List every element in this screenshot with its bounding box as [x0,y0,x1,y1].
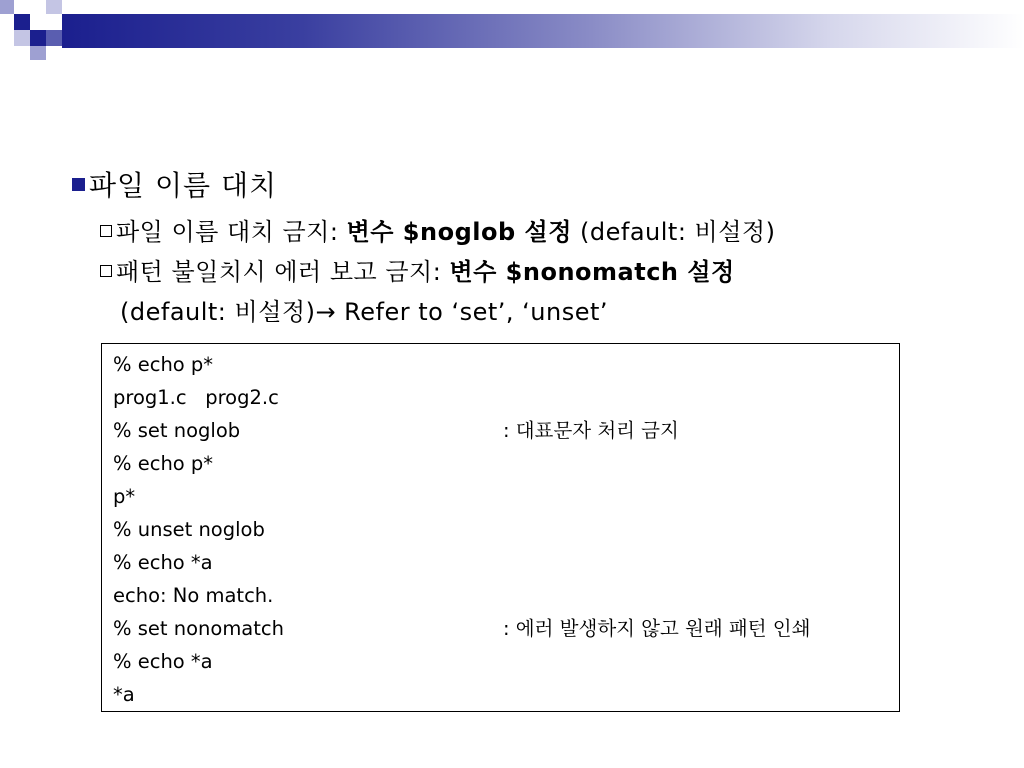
sub2-strong: 변수 $nonomatch 설정 [449,258,735,286]
code-line: % echo p* [113,353,214,376]
bullet-heading [72,168,277,204]
deco-square [30,46,46,60]
code-line: prog1.c prog2.c [113,386,279,409]
code-line: p* [113,485,136,508]
sub2-continuation: (default: 비설정)→ Refer to ‘set’, ‘unset’ [120,298,609,326]
code-line: *a [113,683,135,706]
sub-bullet-nonomatch [100,256,735,288]
sub1-strong: 변수 $noglob 설정 [346,218,572,246]
code-example-box [101,343,900,712]
square-bullet-icon [72,178,85,191]
deco-square [14,30,30,46]
code-line: echo: No match. [113,584,274,607]
code-line: % echo p* [113,452,214,475]
code-comment: : 대표문자 처리 금지 [503,419,679,442]
sub1-suffix: (default: 비설정) [571,218,776,246]
code-line: % echo *a [113,650,213,673]
sub-bullet-noglob [100,216,775,248]
hollow-square-bullet-icon [100,265,112,277]
deco-square [0,0,14,14]
header-gradient-bar [62,14,1024,48]
sub1-prefix: 파일 이름 대치 금지: [116,218,347,246]
code-line: % unset noglob [113,518,265,541]
code-line: % set noglob [113,419,241,442]
deco-square [30,30,46,46]
deco-square [46,0,62,14]
deco-square [46,30,62,46]
code-comment: : 에러 발생하지 않고 원래 패턴 인쇄 [503,617,811,640]
sub2-prefix: 패턴 불일치시 에러 보고 금지: [116,258,450,286]
header-decoration [0,0,1024,62]
code-line: % set nonomatch [113,617,284,640]
code-line: % echo *a [113,551,213,574]
hollow-square-bullet-icon [100,225,112,237]
heading-text: 파일 이름 대치 [89,169,278,202]
deco-square [14,14,30,30]
